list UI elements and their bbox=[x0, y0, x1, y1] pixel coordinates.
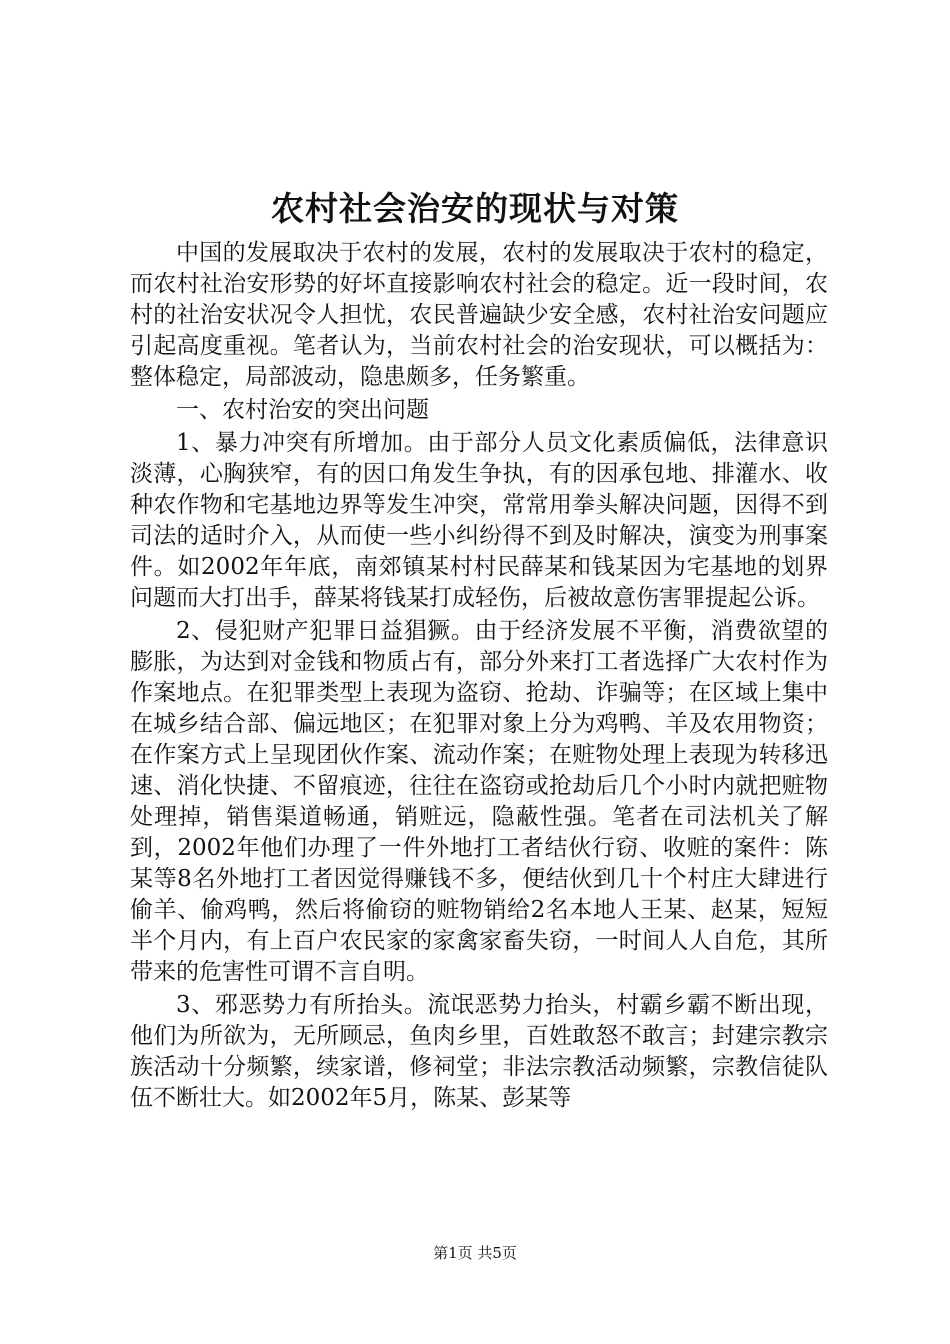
paragraph-item-3: 3、邪恶势力有所抬头。流氓恶势力抬头，村霸乡霸不断出现，他们为所欲为，无所顾忌，鱼肉乡里，百姓敢怒不敢言；封建宗教宗族活动十分频繁，续家谱，修祠堂；非法宗教活动频繁，宗教信徒队伍不断壮大。如2002年5月，陈某、彭某等 bbox=[130, 992, 828, 1111]
paragraph-intro: 中国的发展取决于农村的发展，农村的发展取决于农村的稳定，而农村社治安形势的好坏直接影响农村社会的稳定。近一段时间，农村的社治安状况令人担忧，农民普遍缺少安全感，农村社治安问题应引起高度重视。笔者认为，当前农村社会的治安现状，可以概括为：整体稳定，局部波动，隐患颇多，任务繁重。 bbox=[130, 240, 828, 390]
page-footer: 第1页 共5页 bbox=[433, 1244, 517, 1262]
document-title: 农村社会治安的现状与对策 bbox=[271, 189, 679, 228]
section-heading: 一、农村治安的突出问题 bbox=[176, 397, 429, 423]
paragraph-item-1: 1、暴力冲突有所增加。由于部分人员文化素质偏低，法律意识淡薄，心胸狭窄，有的因口角发生争执，有的因承包地、排灌水、收种农作物和宅基地边界等发生冲突，常常用拳头解决问题，因得不到司法的适时介入，从而使一些小纠纷得不到及时解决，演变为刑事案件。如2002年年底，南郊镇某村村民薛某和钱某因为宅基地的划界问题而大打出手，薛某将钱某打成轻伤，后被故意伤害罪提起公诉。 bbox=[130, 430, 828, 611]
paragraph-item-2: 2、侵犯财产犯罪日益猖獗。由于经济发展不平衡，消费欲望的膨胀，为达到对金钱和物质占有，部分外来打工者选择广大农村作为作案地点。在犯罪类型上表现为盗窃、抢劫、诈骗等；在区域上集中在城乡结合部、偏远地区；在犯罪对象上分为鸡鸭、羊及农用物资；在作案方式上呈现团伙作案、流动作案；在赃物处理上表现为转移迅速、消化快捷、不留痕迹，往往在盗窃或抢劫后几个小时内就把赃物处理掉，销售渠道畅通，销赃远，隐蔽性强。笔者在司法机关了解到，2002年他们办理了一件外地打工者结伙行窃、收赃的案件：陈某等8名外地打工者因觉得赚钱不多，便结伙到几十个村庄大肆进行偷羊、偷鸡鸭，然后将偷窃的赃物销给2名本地人王某、赵某，短短半个月内，有上百户农民家的家禽家畜失窃，一时间人人自危，其所带来的危害性可谓不言自明。 bbox=[130, 618, 828, 985]
document-body bbox=[130, 238, 828, 1116]
